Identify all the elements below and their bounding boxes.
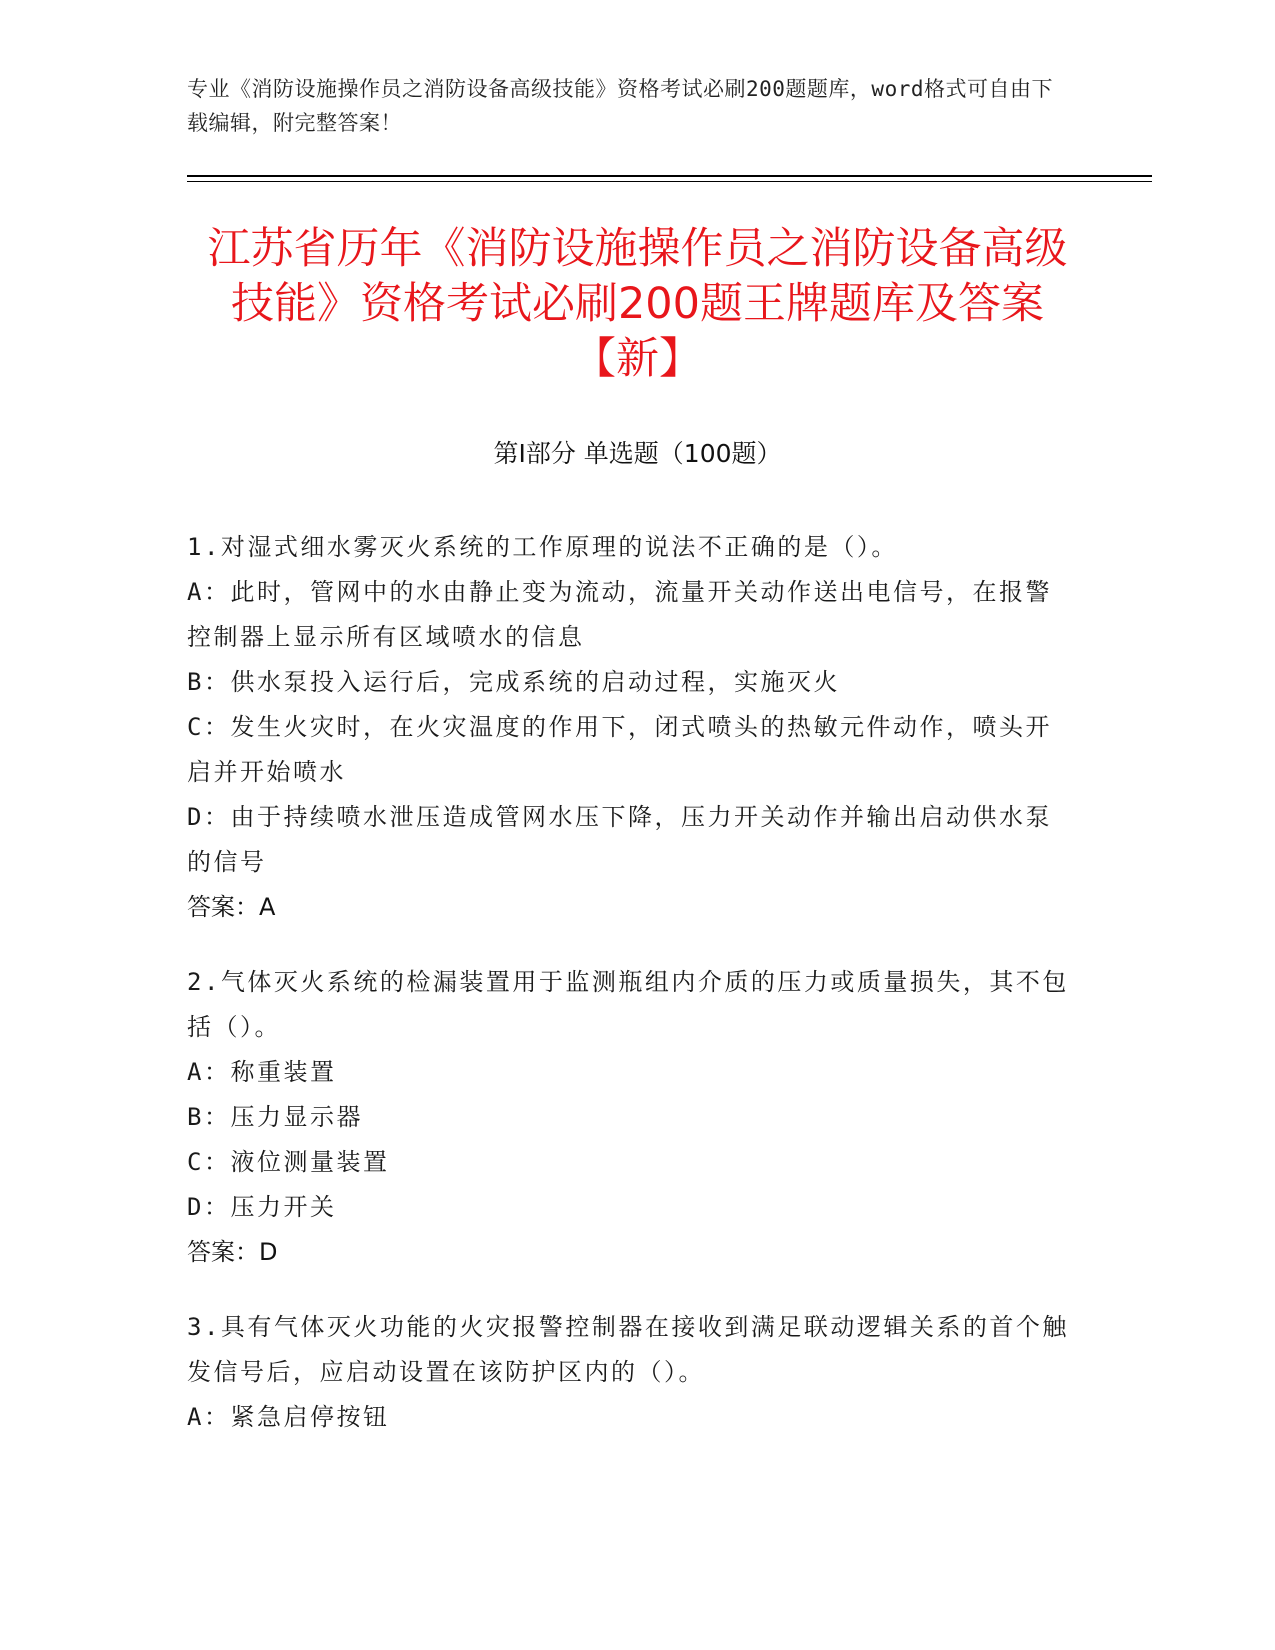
question-stem: 3.具有气体灭火功能的火灾报警控制器在接收到满足联动逻辑关系的首个触发信号后，应启动设置在该防护区内的（）。	[187, 1313, 1069, 1386]
document-title: 江苏省历年《消防设施操作员之消防设备高级技能》资格考试必刷200题王牌题库及答案【新】	[207, 224, 1068, 384]
option-a: A：此时，管网中的水由静止变为流动，流量开关动作送出电信号，在报警控制器上显示所有区域喷水的信息	[187, 578, 1052, 651]
option-b: B：压力显示器	[187, 1103, 363, 1131]
header-note: 专业《消防设施操作员之消防设备高级技能》资格考试必刷200题题库，word格式可自由下载编辑，附完整答案！	[187, 77, 1053, 135]
option-d: D：压力开关	[187, 1193, 337, 1221]
option-a: A：紧急启停按钮	[187, 1403, 390, 1431]
section-heading: 第Ⅰ部分 单选题（100题）	[493, 439, 782, 468]
question-stem: 1.对湿式细水雾灭火系统的工作原理的说法不正确的是（）。	[187, 533, 898, 561]
question-1	[187, 525, 1077, 930]
option-d: D：由于持续喷水泄压造成管网水压下降，压力开关动作并输出启动供水泵的信号	[187, 803, 1052, 876]
option-a: A：称重装置	[187, 1058, 337, 1086]
answer: 答案：D	[187, 1238, 278, 1266]
header-divider-thick	[187, 175, 1152, 177]
header-divider-thin	[187, 181, 1152, 182]
question-3	[187, 1305, 1077, 1440]
option-c: C：发生火灾时，在火灾温度的作用下，闭式喷头的热敏元件动作，喷头开启并开始喷水	[187, 713, 1052, 786]
question-list	[187, 525, 1077, 1470]
question-stem: 2.气体灭火系统的检漏装置用于监测瓶组内介质的压力或质量损失，其不包括（）。	[187, 968, 1069, 1041]
option-b: B：供水泵投入运行后，完成系统的启动过程，实施灭火	[187, 668, 840, 696]
option-c: C：液位测量装置	[187, 1148, 390, 1176]
question-2	[187, 960, 1077, 1275]
answer: 答案：A	[187, 893, 276, 921]
